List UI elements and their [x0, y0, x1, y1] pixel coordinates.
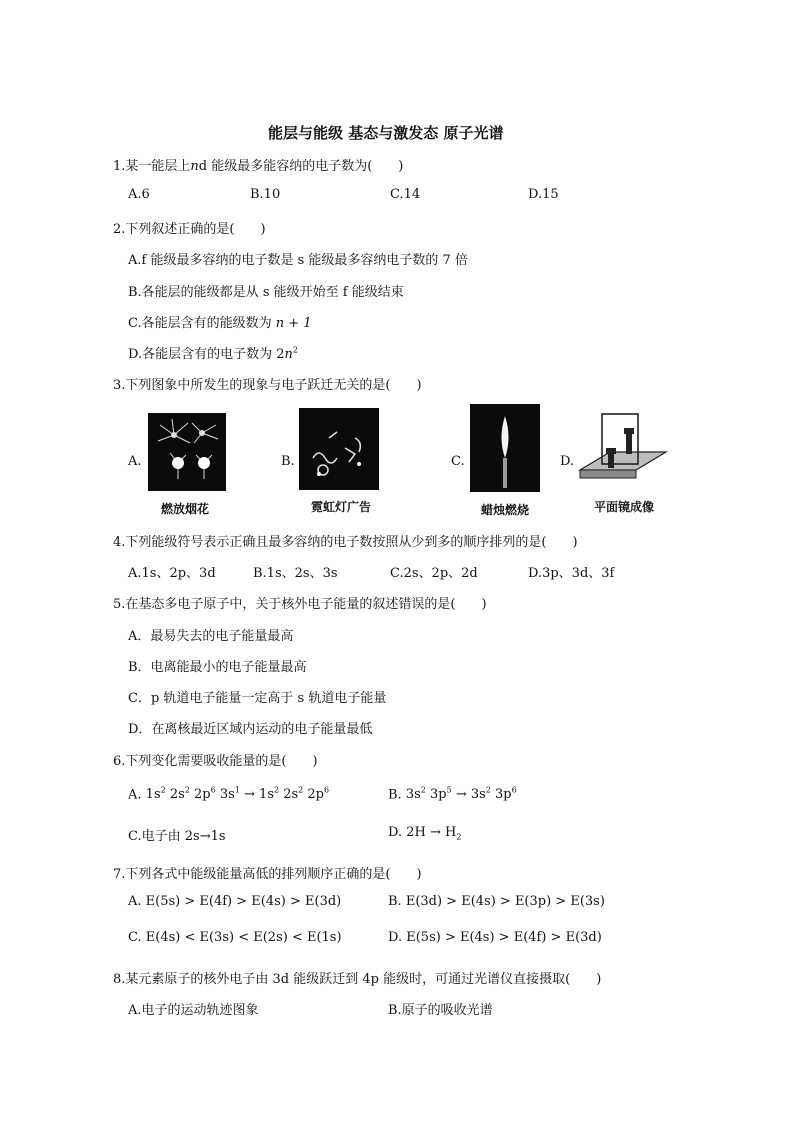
question-5-stem: 5.在基态多电子原子中，关于核外电子能量的叙述错误的是( ) — [113, 597, 487, 612]
q4-option-d[interactable]: D.3p、3d、3f — [528, 566, 615, 581]
q6-option-c[interactable]: C.电子由 2s→1s — [128, 829, 226, 844]
candle-image — [470, 404, 540, 492]
q2-option-b[interactable]: B.各能层的能级都是从 s 能级开始至 f 能级结束 — [128, 285, 404, 300]
q2-option-c[interactable] — [128, 312, 312, 331]
question-3-stem: 3.下列图象中所发生的现象与电子跃迁无关的是( ) — [113, 378, 422, 393]
question-7-stem: 7.下列各式中能级能量高低的排列顺序正确的是( ) — [113, 867, 422, 882]
q6-option-b-expr: $3s^2$ $3p^5 \to 3s^2$ $3p^6$ — [405, 786, 517, 803]
neon-sign-caption: 霓虹灯广告 — [311, 500, 372, 514]
q1-option-b[interactable]: B.10 — [250, 187, 281, 202]
q1-stem-variable: n — [190, 159, 199, 174]
candle-caption: 蜡烛燃烧 — [481, 503, 530, 517]
q2-option-d-coef: 2 — [276, 347, 285, 362]
q1-stem-prefix: 1.某一能层上 — [113, 159, 191, 174]
question-6-stem: 6.下列变化需要吸收能量的是( ) — [113, 754, 318, 769]
q6-option-d-expr: 2H → H — [406, 825, 457, 840]
q7-option-a-expr: E(5s) > E(4f) > E(4s) > E(3d) — [145, 894, 342, 909]
q4-option-c[interactable]: C.2s、2p、2d — [390, 566, 478, 581]
mirror-caption: 平面镜成像 — [594, 500, 655, 514]
q7-option-d[interactable] — [388, 930, 602, 945]
q5-option-a[interactable]: A．最易失去的电子能量最高 — [128, 629, 294, 644]
q7-option-b-expr: E(3d) > E(4s) > E(3p) > E(3s) — [405, 894, 605, 909]
q5-option-b[interactable]: B．电离能最小的电子能量最高 — [128, 660, 307, 675]
q2-option-c-expr: n + 1 — [275, 316, 312, 331]
question-2-stem: 2.下列叙述正确的是( ) — [113, 222, 266, 237]
q4-option-a[interactable]: A.1s、2p、3d — [128, 566, 216, 581]
fireworks-image — [148, 413, 226, 491]
q8-option-a[interactable]: A.电子的运动轨迹图象 — [128, 1003, 259, 1018]
q6-option-a-label: A. — [128, 787, 142, 803]
question-4-stem: 4.下列能级符号表示正确且最多容纳的电子数按照从少到多的顺序排列的是( ) — [113, 535, 578, 550]
q7-option-d-expr: E(5s) > E(4s) > E(4f) > E(3d) — [406, 930, 602, 945]
q1-option-c[interactable]: C.14 — [390, 187, 421, 202]
q6-option-d-label: D. — [388, 825, 403, 840]
q5-option-c[interactable]: C．p 轨道电子能量一定高于 s 轨道电子能量 — [128, 691, 387, 706]
q2-option-c-text: C.各能层含有的能级数为 — [128, 316, 276, 331]
q1-option-a[interactable]: A.6 — [128, 187, 150, 202]
q3-option-d-label[interactable]: D. — [560, 454, 575, 469]
q2-option-d-exp: 2 — [292, 345, 298, 355]
q3-option-a-label[interactable]: A. — [128, 454, 142, 469]
q2-option-a[interactable]: A.f 能级最多容纳的电子数是 s 能级最多容纳电子数的 7 倍 — [128, 253, 468, 268]
mirror-image — [578, 408, 668, 492]
q3-option-c-label[interactable]: C. — [451, 454, 465, 469]
q7-option-b[interactable] — [388, 894, 605, 909]
q7-option-a[interactable] — [128, 894, 341, 909]
q3-option-b-label[interactable]: B. — [281, 454, 295, 469]
q6-option-b[interactable] — [388, 786, 517, 802]
q7-option-b-label: B. — [388, 894, 402, 909]
q7-option-c-expr: E(4s) < E(3s) < E(2s) < E(1s) — [145, 930, 342, 945]
q7-option-c[interactable] — [128, 930, 342, 945]
fireworks-caption: 燃放烟花 — [161, 502, 210, 516]
q4-option-b[interactable]: B.1s、2s、3s — [253, 566, 338, 581]
q6-option-a-expr: $1s^2$ $2s^2$ $2p^6$ $3s^1 \to 1s^2$ $2s^2$ $2p^6$ — [145, 786, 330, 803]
q1-option-d[interactable]: D.15 — [528, 187, 559, 202]
q5-option-d[interactable]: D．在离核最近区域内运动的电子能量最低 — [128, 722, 373, 737]
q7-option-d-label: D. — [388, 930, 403, 945]
q2-option-d-text: D.各能层含有的电子数为 — [128, 347, 277, 362]
q6-option-d[interactable] — [388, 825, 461, 842]
q6-option-b-label: B. — [388, 787, 402, 803]
q8-option-b[interactable]: B.原子的吸收光谱 — [388, 1003, 493, 1018]
q1-stem-suffix: d 能级最多能容纳的电子数为( ) — [198, 159, 404, 174]
question-8-stem: 8.某元素原子的核外电子由 3d 能级跃迁到 4p 能级时，可通过光谱仪直接摄取( ) — [113, 972, 602, 987]
q7-option-a-label: A. — [128, 894, 142, 909]
q2-option-d[interactable] — [128, 343, 298, 362]
q2-option-d-var: n — [284, 347, 293, 362]
q7-option-c-label: C. — [128, 930, 142, 945]
page-title: 能层与能级 基态与激发态 原子光谱 — [268, 124, 504, 142]
q6-option-d-subscript: 2 — [456, 832, 462, 842]
question-1-stem — [113, 155, 403, 174]
q6-option-a[interactable] — [128, 786, 329, 802]
neon-sign-image — [299, 408, 379, 490]
